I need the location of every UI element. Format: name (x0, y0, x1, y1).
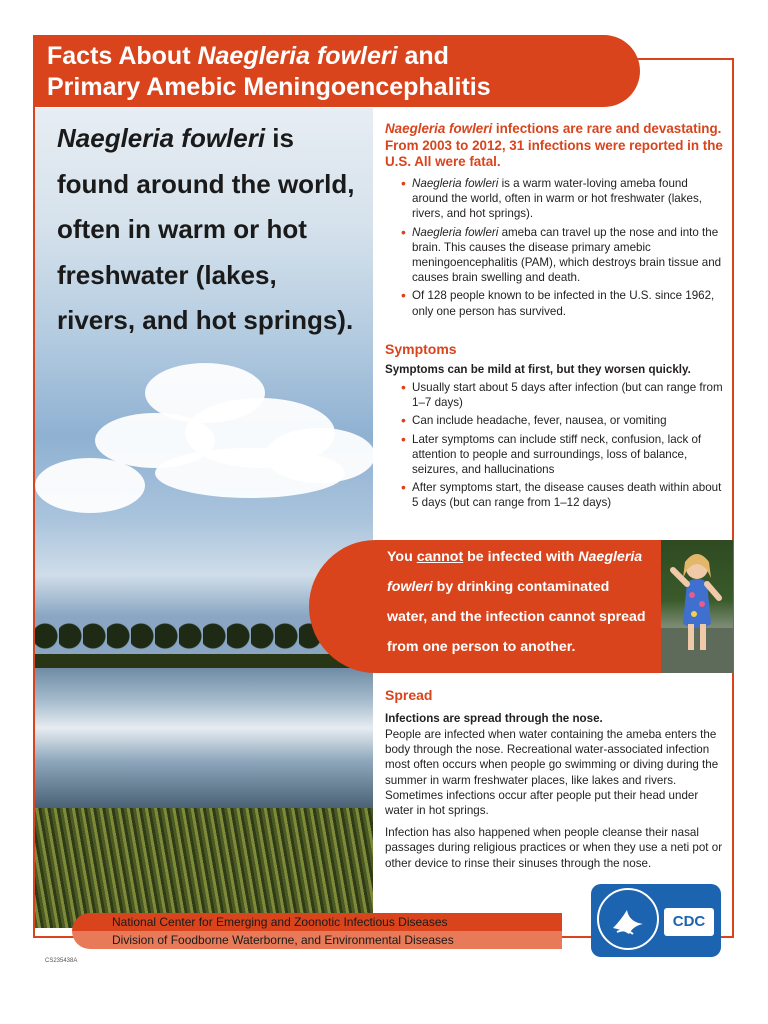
bullet-text: Of 128 people known to be infected in the U.S. since 1962, only one person has survived. (412, 289, 715, 318)
cloud-shape (155, 448, 345, 498)
footer-center-name: National Center for Emerging and Zoonotic Infectious Diseases (72, 913, 562, 931)
cloud-shape (35, 458, 145, 513)
list-item: • After symptoms start, the disease causes death within about 5 days (but can range from 1–12 days) (385, 480, 725, 510)
title-line-1 (47, 41, 640, 72)
lead-statement (57, 116, 357, 344)
lake-water (35, 668, 373, 818)
lead-species-name: Naegleria fowleri (57, 123, 266, 153)
symptoms-section (385, 340, 725, 514)
symptoms-subheading: Symptoms can be mild at first, but they worsen quickly. (385, 363, 691, 376)
reeds (35, 808, 373, 928)
spread-heading: Spread (385, 687, 433, 703)
document-code: CS235438A (45, 958, 78, 964)
hhs-seal-icon (597, 888, 659, 950)
spread-paragraph-1: People are infected when water containing the ameba enters the body through the nose. Recreational water-associated infection most often occurs when people go swimming or diving during the summer in warm freshwater places, like lakes and rivers. Sometimes infections occur after people put their head under water in hot springs. (385, 728, 719, 818)
callout-text: by drinking contaminated water, and the infection cannot spread from one person to another. (387, 579, 646, 655)
bullet-text: is a warm water-loving ameba found around the world, often in warm or hot freshwater (lakes, rivers, and hot springs). (412, 177, 702, 221)
title-text-after: and (397, 42, 449, 70)
list-item: • Usually start about 5 days after infection (but can range from 1–7 days) (385, 380, 725, 410)
bullet-italic: Naegleria fowleri (412, 177, 499, 190)
intro-headline (385, 121, 725, 171)
child-figure (661, 540, 733, 673)
callout-emphasis: cannot (416, 549, 464, 565)
lead-text: is found around the world, often in warm or hot freshwater (lakes, rivers, and hot springs). (57, 123, 355, 335)
callout-banner (309, 540, 661, 673)
spread-paragraph-2: Infection has also happened when people cleanse their nasal passages during religious practices or when they use a neti pot or other device to rinse their sinuses through the nose. (385, 826, 723, 870)
spread-section (385, 686, 725, 871)
callout-species-name: Naegleria fowleri (387, 549, 643, 595)
bullet-text: ameba can travel up the nose and into the brain. This causes the disease primary amebic meningoencephalitis (PAM), which destroys brain tissue and causes brain swelling and death. (412, 225, 722, 285)
callout-text: You (387, 549, 417, 565)
symptoms-heading: Symptoms (385, 341, 457, 357)
title-species-name: Naegleria fowleri (197, 42, 398, 70)
intro-bullets (385, 176, 725, 322)
list-item (385, 288, 725, 318)
spread-subheading: Infections are spread through the nose. (385, 712, 603, 725)
title-banner (33, 35, 640, 107)
list-item: • Later symptoms can include stiff neck, confusion, lack of attention to people and surroundings, loss of balance, seizures, and hallucinations (385, 432, 725, 478)
logo-panel (591, 884, 721, 957)
eagle-icon (599, 890, 657, 948)
cdc-logo: CDC (664, 908, 714, 936)
bullet-italic: Naegleria fowleri (412, 225, 499, 239)
title-text: Facts About (47, 42, 198, 70)
title-line-2: Primary Amebic Meningoencephalitis (47, 73, 491, 101)
headline-text: infections are rare and devastating. From 2003 to 2012, 31 infections were reported in the U.S. All were fatal. (385, 121, 723, 169)
callout-text: be infected with (463, 549, 579, 565)
list-item: • Can include headache, fever, nausea, or vomiting (385, 413, 725, 428)
list-item (385, 225, 725, 286)
child-in-water-photo (661, 540, 733, 673)
footer-division-name: Division of Foodborne Waterborne, and Environmental Diseases (72, 931, 562, 949)
headline-species-name: Naegleria fowleri (385, 121, 493, 136)
footer-banner (72, 913, 562, 949)
list-item (385, 176, 725, 222)
